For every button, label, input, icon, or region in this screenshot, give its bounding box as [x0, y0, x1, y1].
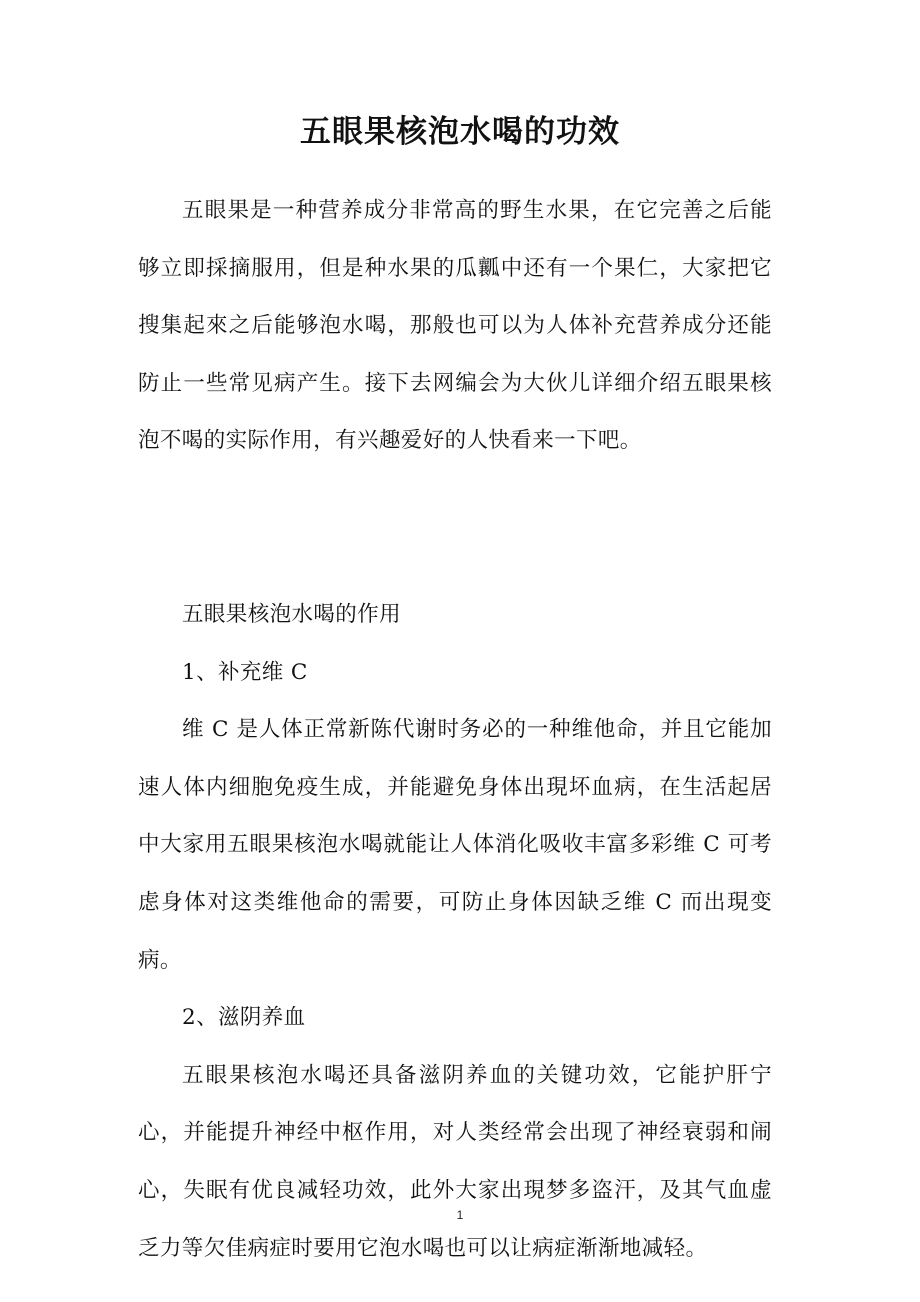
- item-1-heading: 1、补充维 C: [182, 659, 308, 685]
- section-heading: 五眼果核泡水喝的作用: [182, 601, 402, 627]
- page-title: 五眼果核泡水喝的功效: [300, 114, 620, 150]
- intro-paragraph: 五眼果是一种营养成分非常高的野生水果，在它完善之后能够立即採摘服用，但是种水果的瓜瓤中还有一个果仁，大家把它搜集起來之后能够泡水喝，那般也可以为人体补充营养成分还能防止一些常见病产生。接下去网编会为大伙儿详细介绍五眼果核泡不喝的实际作用，有兴趣爱好的人快看来一下吧。: [138, 198, 772, 454]
- page-number: 1: [456, 1208, 464, 1222]
- item-2-heading: 2、滋阴养血: [182, 1005, 306, 1031]
- document-body: [138, 182, 772, 1277]
- item-2-paragraph: 五眼果核泡水喝还具备滋阴养血的关键功效，它能护肝宁心，并能提升神经中枢作用，对人类经常会出现了神经衰弱和闹心，失眠有优良减轻功效，此外大家出現梦多盗汗，及其气血虚乏力等欠佳病症时要用它泡水喝也可以让病症渐渐地减轻。: [138, 1062, 772, 1261]
- item-1-paragraph: 维 C 是人体正常新陈代谢时务必的一种维他命，并且它能加速人体内细胞免疫生成，并能避免身体出現坏血病，在生活起居中大家用五眼果核泡水喝就能让人体消化吸收丰富多彩维 C 可考虑身体对这类维他命的需要，可防止身体因缺乏维 C 而出現变病。: [138, 717, 772, 973]
- section-spacer: [138, 470, 772, 586]
